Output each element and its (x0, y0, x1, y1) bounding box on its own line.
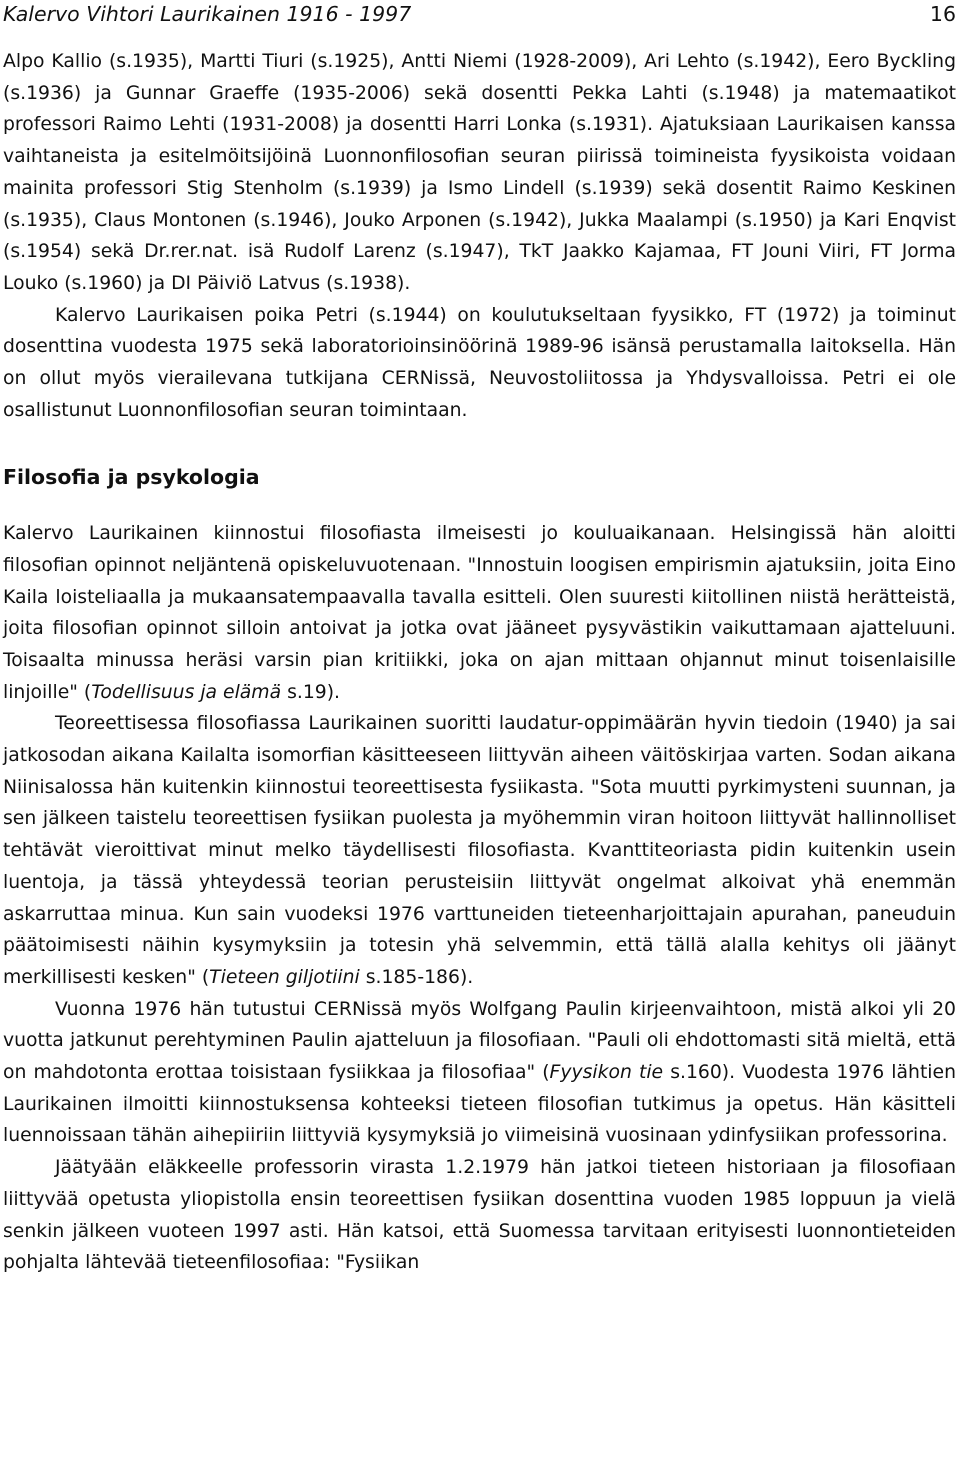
paragraph-philosophy-studies: Kalervo Laurikainen kiinnostui filosofiasta ilmeisesti jo kouluaikanaan. Helsingissä hän aloitti filosofian opinnot neljäntenä opiskeluvuotenaan. "Innostuin loogisen empirismin ajatuksiin, joita Eino Kaila loisteliaalla ja mukaansatempaavalla tavalla esitteli. Olen suuresti kiitollinen niistä herätteistä, joita filosofian opinnot silloin antoivat ja jotka ovat jääneet pysyvästikin vaikuttamaan ajatteluuni. Toisaalta minussa heräsi varsin pian kritiikki, joka on ajan mittaan ohjannut minut toisenlaisille linjoille" (Todellisuus ja elämä s.19). (3, 523, 956, 703)
paragraph-physicists-list: Alpo Kallio (s.1935), Martti Tiuri (s.1925), Antti Niemi (1928-2009), Ari Lehto (s.1942), Eero Byckling (s.1936) ja Gunnar Graeffe (1935-2006) sekä dosentti Pekka Lahti (s.1948) ja matemaatikot professori Raimo Lehti (1931-2008) ja dosentti Harri Lonka (s.1931). Ajatuksiaan Laurikaisen kanssa vaihtaneista ja esitelmöitsijöinä Luonnonfilosofian seuran piirissä toimineista fyysikoista voidaan mainita professori Stig Stenholm (s.1939) ja Ismo Lindell (s.1939) sekä dosentit Raimo Keskinen (s.1935), Claus Montonen (s.1946), Jouko Arponen (s.1942), Jukka Maalampi (s.1950) ja Kari Enqvist (s.1954) sekä Dr.rer.nat. isä Rudolf Larenz (s.1947), TkT Jaakko Kajamaa, FT Jouni Viiri, FT Jorma Louko (s.1960) ja DI Päiviö Latvus (s.1938). (3, 51, 956, 294)
paragraph-son-petri: Kalervo Laurikaisen poika Petri (s.1944) on koulutukseltaan fyysikko, FT (1972) ja toiminut dosenttina vuodesta 1975 sekä laboratorioinsinöörinä 1989-96 isänsä perustamalla laitoksella. Hän on ollut myös vierailevana tutkijana CERNissä, Neuvostoliitossa ja Yhdysvalloissa. Petri ei ole osallistunut Luonnonfilosofian seuran toimintaan. (3, 304, 956, 421)
document-page (3, 0, 956, 1279)
section-heading: Filosofia ja psykologia (3, 465, 260, 490)
book-title-todellisuus: Todellisuus ja elämä (91, 681, 282, 703)
running-header (3, 0, 956, 28)
book-title-fyysikon-tie: Fyysikon tie (549, 1062, 664, 1084)
page-content (3, 46, 956, 1279)
running-title: Kalervo Vihtori Laurikainen 1916 - 1997 (3, 2, 412, 26)
book-title-giljotiini: Tieteen giljotiini (209, 966, 360, 988)
paragraph-theoretical-philosophy: Teoreettisessa filosofiassa Laurikainen suoritti laudatur-oppimäärän hyvin tiedoin (1940) ja sai jatkosodan aikana Kailalta isomorfian käsitteeseen liittyvän aiheen väitöskirjaa varten. Sodan aikana Niinisalossa hän kuitenkin kiinnostui teoreettisesta fysiikasta. "Sota muutti pyrkimysteni suunnan, ja sen jälkeen taistelu teoreettisen fysiikan puolesta ja myöhemmin viran hoitoon liittyvät hallinnolliset tehtävät vieroittivat minut melko täydellisesti filosofiasta. Kvanttiteoriasta pidin kuitenkin usein luentoja, ja tässä yhteydessä teorian perusteisiin liittyvät ongelmat alkoivat yhä enemmän askarruttaa minua. Kun sain vuodeksi 1976 varttuneiden tieteenharjoittajain apurahan, paneuduin päätoimisesti näihin kysymyksiin ja totesin yhä selvemmin, että tällä alalla kehitys oli jäänyt merkillisesti kesken" (Tieteen giljotiini s.185-186). (3, 713, 956, 988)
paragraph-retirement: Jäätyään eläkkeelle professorin virasta 1.2.1979 hän jatkoi tieteen historiaan ja filosofiaan liittyvää opetusta yliopistolla ensin teoreettisen fysiikan dosenttina vuoden 1985 loppuun ja vielä senkin jälkeen vuoteen 1997 asti. Hän katsoi, että Suomessa tarvitaan erityisesti luonnontieteiden pohjalta lähtevää tieteenfilosofiaa: "Fysiikan (3, 1157, 956, 1274)
paragraph-pauli: Vuonna 1976 hän tutustui CERNissä myös Wolfgang Paulin kirjeenvaihtoon, mistä alkoi yli 20 vuotta jatkunut perehtyminen Paulin ajatteluun ja filosofiaan. "Pauli oli ehdottomasti sitä mieltä, että on mahdotonta erottaa toisistaan fysiikkaa ja filosofiaa" (Fyysikon tie s.160). Vuodesta 1976 lähtien Laurikainen ilmoitti kiinnostuksensa kohteeksi tieteen filosofian tutkimus ja opetus. Hän käsitteli luennoissaan tähän aihepiiriin liittyviä kysymyksiä jo viimeisinä vuosinaan ydinfysiikan professorina. (3, 998, 956, 1147)
page-number: 16 (929, 2, 956, 26)
